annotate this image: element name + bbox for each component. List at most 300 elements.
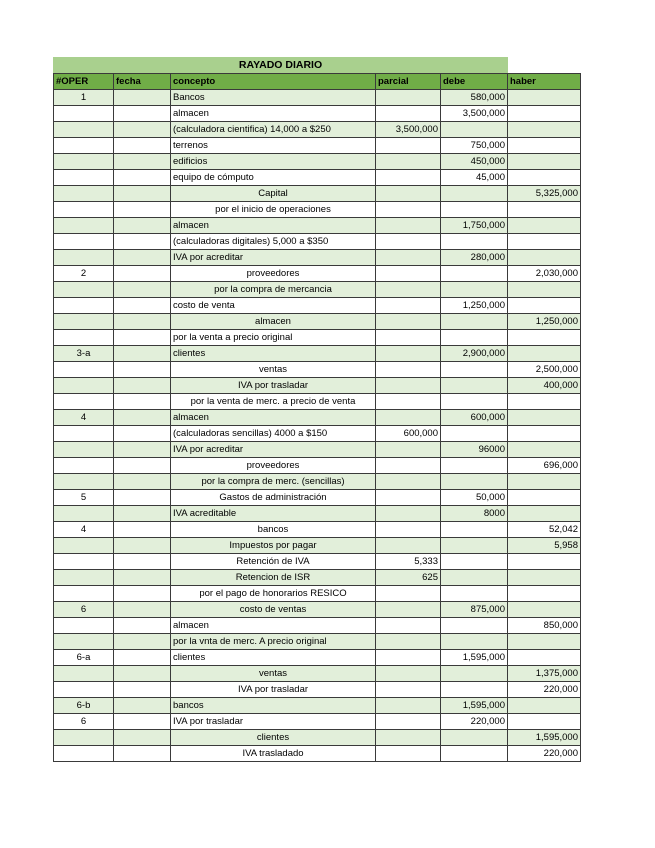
cell-debe[interactable]: 45,000 (441, 170, 508, 186)
cell-fecha[interactable] (114, 186, 171, 202)
cell-haber[interactable]: 2,030,000 (508, 266, 581, 282)
cell-haber[interactable]: 5,958 (508, 538, 581, 554)
cell-concepto[interactable]: clientes (171, 346, 376, 362)
table-row (54, 650, 581, 666)
cell-fecha[interactable] (114, 666, 171, 682)
cell-oper[interactable] (54, 122, 114, 138)
cell-oper[interactable] (54, 250, 114, 266)
cell-oper[interactable]: 4 (54, 522, 114, 538)
cell-fecha[interactable] (114, 522, 171, 538)
cell-debe[interactable]: 1,750,000 (441, 218, 508, 234)
cell-concepto[interactable]: IVA por trasladar (171, 378, 376, 394)
cell-oper[interactable]: 6 (54, 602, 114, 618)
cell-parcial[interactable] (376, 618, 441, 634)
cell-debe[interactable] (441, 746, 508, 762)
cell-fecha[interactable] (114, 298, 171, 314)
cell-fecha[interactable] (114, 394, 171, 410)
cell-oper[interactable]: 6-a (54, 650, 114, 666)
cell-haber[interactable] (508, 570, 581, 586)
cell-concepto[interactable]: costo de ventas (171, 602, 376, 618)
cell-haber[interactable] (508, 426, 581, 442)
cell-concepto[interactable]: por la compra de mercancia (171, 282, 376, 298)
cell-oper[interactable]: 6 (54, 714, 114, 730)
table-row (54, 410, 581, 426)
table-row (54, 122, 581, 138)
cell-parcial[interactable] (376, 170, 441, 186)
cell-haber[interactable] (508, 90, 581, 106)
cell-oper[interactable] (54, 298, 114, 314)
table-row (54, 474, 581, 490)
cell-parcial[interactable] (376, 442, 441, 458)
cell-concepto[interactable]: almacen (171, 218, 376, 234)
cell-oper[interactable] (54, 330, 114, 346)
cell-parcial[interactable]: 3,500,000 (376, 122, 441, 138)
cell-parcial[interactable] (376, 282, 441, 298)
cell-concepto[interactable]: ventas (171, 666, 376, 682)
cell-parcial[interactable] (376, 314, 441, 330)
table-row (54, 346, 581, 362)
cell-haber[interactable] (508, 650, 581, 666)
cell-haber[interactable] (508, 202, 581, 218)
cell-haber[interactable]: 1,375,000 (508, 666, 581, 682)
cell-concepto[interactable]: Capital (171, 186, 376, 202)
cell-debe[interactable]: 1,595,000 (441, 650, 508, 666)
cell-concepto[interactable]: Retencion de ISR (171, 570, 376, 586)
cell-fecha[interactable] (114, 410, 171, 426)
cell-debe[interactable] (441, 522, 508, 538)
cell-parcial[interactable] (376, 746, 441, 762)
cell-debe[interactable] (441, 426, 508, 442)
cell-debe[interactable]: 600,000 (441, 410, 508, 426)
cell-haber[interactable]: 220,000 (508, 682, 581, 698)
cell-concepto[interactable]: proveedores (171, 266, 376, 282)
cell-parcial[interactable] (376, 250, 441, 266)
cell-fecha[interactable] (114, 474, 171, 490)
cell-oper[interactable] (54, 730, 114, 746)
table-row (54, 730, 581, 746)
cell-debe[interactable] (441, 666, 508, 682)
cell-fecha[interactable] (114, 170, 171, 186)
cell-fecha[interactable] (114, 538, 171, 554)
cell-parcial[interactable] (376, 362, 441, 378)
cell-haber[interactable] (508, 394, 581, 410)
cell-haber[interactable] (508, 714, 581, 730)
cell-parcial[interactable] (376, 666, 441, 682)
journal-rows (54, 90, 581, 762)
cell-haber[interactable]: 2,500,000 (508, 362, 581, 378)
cell-oper[interactable] (54, 458, 114, 474)
cell-concepto[interactable]: (calculadora cientifica) 14,000 a $250 (171, 122, 376, 138)
table-row (54, 570, 581, 586)
cell-haber[interactable]: 52,042 (508, 522, 581, 538)
cell-parcial[interactable] (376, 90, 441, 106)
cell-debe[interactable]: 2,900,000 (441, 346, 508, 362)
cell-concepto[interactable]: por el pago de honorarios RESICO (171, 586, 376, 602)
cell-debe[interactable]: 3,500,000 (441, 106, 508, 122)
cell-oper[interactable] (54, 202, 114, 218)
cell-fecha[interactable] (114, 490, 171, 506)
cell-haber[interactable] (508, 346, 581, 362)
cell-oper[interactable] (54, 506, 114, 522)
cell-concepto[interactable]: por la compra de merc. (sencillas) (171, 474, 376, 490)
cell-debe[interactable]: 750,000 (441, 138, 508, 154)
table-row (54, 746, 581, 762)
cell-parcial[interactable] (376, 698, 441, 714)
cell-fecha[interactable] (114, 634, 171, 650)
cell-parcial[interactable] (376, 186, 441, 202)
cell-oper[interactable] (54, 170, 114, 186)
cell-debe[interactable] (441, 618, 508, 634)
cell-debe[interactable]: 8000 (441, 506, 508, 522)
cell-oper[interactable] (54, 682, 114, 698)
cell-haber[interactable] (508, 250, 581, 266)
table-row (54, 378, 581, 394)
cell-oper[interactable] (54, 426, 114, 442)
cell-concepto[interactable]: por el inicio de operaciones (171, 202, 376, 218)
cell-parcial[interactable] (376, 154, 441, 170)
cell-oper[interactable] (54, 618, 114, 634)
cell-fecha[interactable] (114, 362, 171, 378)
cell-haber[interactable] (508, 218, 581, 234)
cell-oper[interactable] (54, 218, 114, 234)
cell-fecha[interactable] (114, 106, 171, 122)
table-row (54, 218, 581, 234)
cell-debe[interactable]: 875,000 (441, 602, 508, 618)
cell-concepto[interactable]: ventas (171, 362, 376, 378)
table-row (54, 314, 581, 330)
cell-debe[interactable] (441, 586, 508, 602)
table-row (54, 602, 581, 618)
cell-debe[interactable] (441, 554, 508, 570)
cell-debe[interactable] (441, 474, 508, 490)
cell-debe[interactable] (441, 330, 508, 346)
cell-parcial[interactable] (376, 538, 441, 554)
cell-haber[interactable]: 1,595,000 (508, 730, 581, 746)
cell-haber[interactable] (508, 410, 581, 426)
table-row (54, 490, 581, 506)
cell-parcial[interactable] (376, 138, 441, 154)
cell-debe[interactable] (441, 378, 508, 394)
cell-parcial[interactable] (376, 378, 441, 394)
cell-haber[interactable] (508, 602, 581, 618)
cell-fecha[interactable] (114, 282, 171, 298)
cell-fecha[interactable] (114, 730, 171, 746)
cell-haber[interactable]: 696,000 (508, 458, 581, 474)
cell-haber[interactable] (508, 282, 581, 298)
table-row (54, 266, 581, 282)
cell-fecha[interactable] (114, 378, 171, 394)
cell-debe[interactable]: 1,250,000 (441, 298, 508, 314)
cell-fecha[interactable] (114, 618, 171, 634)
cell-haber[interactable] (508, 122, 581, 138)
cell-debe[interactable] (441, 458, 508, 474)
cell-concepto[interactable]: bancos (171, 698, 376, 714)
cell-concepto[interactable]: almacen (171, 106, 376, 122)
cell-parcial[interactable] (376, 522, 441, 538)
cell-oper[interactable] (54, 538, 114, 554)
cell-debe[interactable] (441, 682, 508, 698)
cell-fecha[interactable] (114, 746, 171, 762)
cell-concepto[interactable]: costo de venta (171, 298, 376, 314)
cell-oper[interactable] (54, 106, 114, 122)
header-haber: haber (508, 74, 581, 90)
cell-oper[interactable] (54, 314, 114, 330)
cell-haber[interactable] (508, 234, 581, 250)
table-row (54, 282, 581, 298)
cell-debe[interactable] (441, 538, 508, 554)
header-concepto: concepto (171, 74, 376, 90)
cell-fecha[interactable] (114, 714, 171, 730)
cell-debe[interactable] (441, 362, 508, 378)
cell-fecha[interactable] (114, 122, 171, 138)
cell-parcial[interactable] (376, 714, 441, 730)
table-row (54, 442, 581, 458)
cell-fecha[interactable] (114, 458, 171, 474)
cell-haber[interactable] (508, 586, 581, 602)
cell-fecha[interactable] (114, 234, 171, 250)
cell-parcial[interactable] (376, 394, 441, 410)
cell-oper[interactable] (54, 746, 114, 762)
table-row (54, 298, 581, 314)
cell-concepto[interactable]: almacen (171, 410, 376, 426)
cell-oper[interactable]: 4 (54, 410, 114, 426)
cell-parcial[interactable] (376, 330, 441, 346)
cell-concepto[interactable]: bancos (171, 522, 376, 538)
table-row (54, 714, 581, 730)
cell-haber[interactable] (508, 106, 581, 122)
table-row (54, 362, 581, 378)
cell-parcial[interactable] (376, 586, 441, 602)
cell-fecha[interactable] (114, 90, 171, 106)
cell-fecha[interactable] (114, 202, 171, 218)
cell-parcial[interactable] (376, 634, 441, 650)
cell-parcial[interactable] (376, 202, 441, 218)
cell-debe[interactable] (441, 266, 508, 282)
cell-oper[interactable]: 5 (54, 490, 114, 506)
cell-parcial[interactable] (376, 410, 441, 426)
header-row (54, 74, 581, 90)
cell-haber[interactable] (508, 442, 581, 458)
cell-debe[interactable] (441, 122, 508, 138)
cell-haber[interactable]: 220,000 (508, 746, 581, 762)
table-row (54, 186, 581, 202)
cell-debe[interactable]: 280,000 (441, 250, 508, 266)
table-row (54, 330, 581, 346)
cell-fecha[interactable] (114, 266, 171, 282)
cell-parcial[interactable] (376, 346, 441, 362)
cell-parcial[interactable] (376, 474, 441, 490)
cell-oper[interactable] (54, 186, 114, 202)
table-row (54, 90, 581, 106)
cell-concepto[interactable]: IVA por trasladar (171, 682, 376, 698)
cell-debe[interactable] (441, 202, 508, 218)
cell-debe[interactable]: 50,000 (441, 490, 508, 506)
table-row (54, 682, 581, 698)
cell-fecha[interactable] (114, 506, 171, 522)
cell-fecha[interactable] (114, 698, 171, 714)
cell-parcial[interactable] (376, 490, 441, 506)
cell-oper[interactable]: 1 (54, 90, 114, 106)
cell-parcial[interactable] (376, 458, 441, 474)
cell-oper[interactable] (54, 394, 114, 410)
journal-sheet (53, 57, 580, 762)
cell-oper[interactable] (54, 570, 114, 586)
cell-concepto[interactable]: IVA por acreditar (171, 442, 376, 458)
cell-oper[interactable] (54, 586, 114, 602)
cell-parcial[interactable] (376, 730, 441, 746)
table-row (54, 106, 581, 122)
cell-fecha[interactable] (114, 650, 171, 666)
cell-haber[interactable]: 5,325,000 (508, 186, 581, 202)
cell-concepto[interactable]: IVA por acreditar (171, 250, 376, 266)
cell-parcial[interactable] (376, 218, 441, 234)
cell-fecha[interactable] (114, 218, 171, 234)
cell-parcial[interactable] (376, 602, 441, 618)
table-row (54, 234, 581, 250)
cell-fecha[interactable] (114, 314, 171, 330)
cell-debe[interactable] (441, 730, 508, 746)
cell-parcial[interactable] (376, 234, 441, 250)
cell-fecha[interactable] (114, 426, 171, 442)
table-row (54, 458, 581, 474)
cell-fecha[interactable] (114, 554, 171, 570)
cell-concepto[interactable]: IVA acreditable (171, 506, 376, 522)
cell-haber[interactable] (508, 330, 581, 346)
cell-concepto[interactable]: por la vnta de merc. A precio original (171, 634, 376, 650)
header-fecha: fecha (114, 74, 171, 90)
table-row (54, 426, 581, 442)
cell-concepto[interactable]: Bancos (171, 90, 376, 106)
cell-fecha[interactable] (114, 138, 171, 154)
journal-table (53, 73, 581, 762)
cell-concepto[interactable]: (calculadoras digitales) 5,000 a $350 (171, 234, 376, 250)
cell-concepto[interactable]: por la venta de merc. a precio de venta (171, 394, 376, 410)
cell-haber[interactable] (508, 298, 581, 314)
cell-oper[interactable]: 2 (54, 266, 114, 282)
sheet-title: RAYADO DIARIO (53, 57, 508, 73)
cell-debe[interactable] (441, 314, 508, 330)
cell-haber[interactable] (508, 698, 581, 714)
cell-fecha[interactable] (114, 442, 171, 458)
cell-haber[interactable] (508, 634, 581, 650)
cell-haber[interactable]: 850,000 (508, 618, 581, 634)
cell-debe[interactable]: 96000 (441, 442, 508, 458)
cell-fecha[interactable] (114, 250, 171, 266)
cell-fecha[interactable] (114, 586, 171, 602)
cell-concepto[interactable]: clientes (171, 650, 376, 666)
cell-oper[interactable] (54, 442, 114, 458)
cell-concepto[interactable]: almacen (171, 314, 376, 330)
cell-oper[interactable] (54, 554, 114, 570)
cell-haber[interactable] (508, 474, 581, 490)
cell-concepto[interactable]: proveedores (171, 458, 376, 474)
cell-parcial[interactable]: 5,333 (376, 554, 441, 570)
cell-concepto[interactable]: IVA por trasladar (171, 714, 376, 730)
cell-debe[interactable] (441, 234, 508, 250)
cell-parcial[interactable] (376, 106, 441, 122)
cell-haber[interactable]: 1,250,000 (508, 314, 581, 330)
table-row (54, 634, 581, 650)
cell-oper[interactable]: 3-a (54, 346, 114, 362)
table-row (54, 586, 581, 602)
cell-haber[interactable] (508, 170, 581, 186)
cell-concepto[interactable]: clientes (171, 730, 376, 746)
cell-oper[interactable] (54, 362, 114, 378)
cell-concepto[interactable]: Retención de IVA (171, 554, 376, 570)
cell-debe[interactable] (441, 282, 508, 298)
cell-parcial[interactable]: 600,000 (376, 426, 441, 442)
cell-parcial[interactable] (376, 266, 441, 282)
cell-oper[interactable] (54, 474, 114, 490)
table-row (54, 506, 581, 522)
cell-oper[interactable] (54, 282, 114, 298)
cell-concepto[interactable]: IVA trasladado (171, 746, 376, 762)
cell-parcial[interactable] (376, 298, 441, 314)
cell-haber[interactable] (508, 506, 581, 522)
cell-debe[interactable] (441, 634, 508, 650)
cell-fecha[interactable] (114, 346, 171, 362)
cell-haber[interactable] (508, 490, 581, 506)
cell-fecha[interactable] (114, 570, 171, 586)
cell-parcial[interactable] (376, 682, 441, 698)
table-row (54, 170, 581, 186)
cell-debe[interactable] (441, 570, 508, 586)
header-debe: debe (441, 74, 508, 90)
cell-oper[interactable] (54, 666, 114, 682)
cell-parcial[interactable]: 625 (376, 570, 441, 586)
cell-concepto[interactable]: almacen (171, 618, 376, 634)
cell-debe[interactable]: 1,595,000 (441, 698, 508, 714)
cell-fecha[interactable] (114, 330, 171, 346)
cell-debe[interactable] (441, 394, 508, 410)
table-row (54, 202, 581, 218)
cell-concepto[interactable]: (calculadoras sencillas) 4000 a $150 (171, 426, 376, 442)
table-row (54, 538, 581, 554)
table-row (54, 250, 581, 266)
cell-oper[interactable] (54, 634, 114, 650)
cell-oper[interactable] (54, 378, 114, 394)
cell-oper[interactable] (54, 154, 114, 170)
cell-fecha[interactable] (114, 602, 171, 618)
cell-parcial[interactable] (376, 506, 441, 522)
cell-haber[interactable]: 400,000 (508, 378, 581, 394)
cell-concepto[interactable]: por la venta a precio original (171, 330, 376, 346)
cell-fecha[interactable] (114, 682, 171, 698)
cell-oper[interactable] (54, 234, 114, 250)
cell-concepto[interactable]: edificios (171, 154, 376, 170)
table-row (54, 666, 581, 682)
header-oper: #OPER (54, 74, 114, 90)
cell-fecha[interactable] (114, 154, 171, 170)
table-row (54, 618, 581, 634)
cell-debe[interactable] (441, 186, 508, 202)
table-row (54, 554, 581, 570)
table-row (54, 154, 581, 170)
cell-haber[interactable] (508, 138, 581, 154)
cell-debe[interactable]: 580,000 (441, 90, 508, 106)
cell-concepto[interactable]: Gastos de administración (171, 490, 376, 506)
cell-concepto[interactable]: Impuestos por pagar (171, 538, 376, 554)
cell-haber[interactable] (508, 554, 581, 570)
cell-parcial[interactable] (376, 650, 441, 666)
cell-concepto[interactable]: terrenos (171, 138, 376, 154)
cell-oper[interactable]: 6-b (54, 698, 114, 714)
cell-debe[interactable]: 450,000 (441, 154, 508, 170)
cell-haber[interactable] (508, 154, 581, 170)
cell-oper[interactable] (54, 138, 114, 154)
cell-debe[interactable]: 220,000 (441, 714, 508, 730)
cell-concepto[interactable]: equipo de cómputo (171, 170, 376, 186)
